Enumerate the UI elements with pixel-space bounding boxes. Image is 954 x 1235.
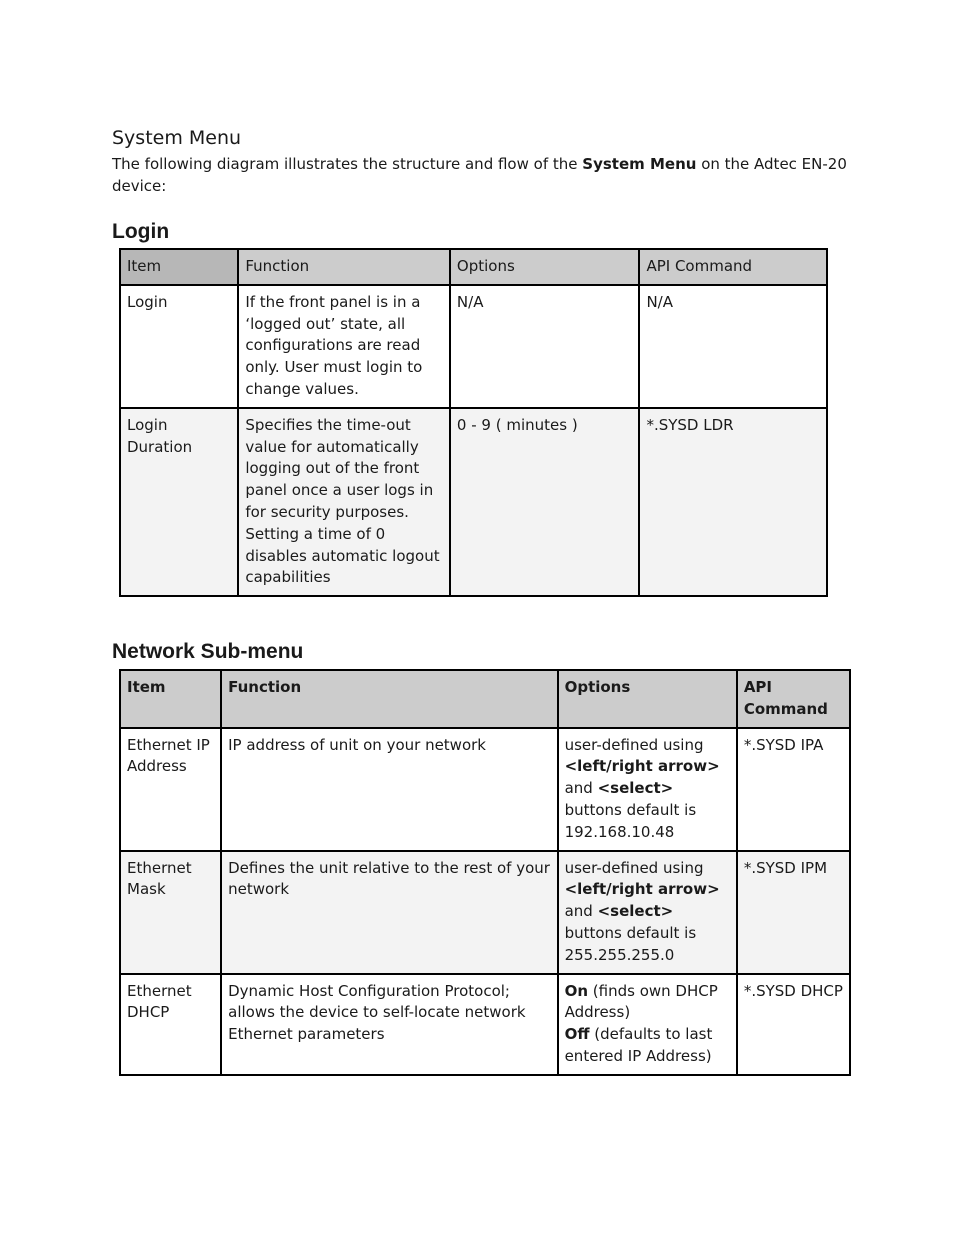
login-header-item: Item [120, 249, 238, 285]
section-title: System Menu [112, 127, 242, 149]
table-row [120, 408, 827, 596]
mask-item: Ethernet Mask [120, 851, 221, 974]
options-text: and [564, 902, 598, 921]
network-header-options: Options [558, 670, 737, 728]
login-header-api: API Command [639, 249, 827, 285]
network-table-header-row [120, 670, 850, 728]
login-row-api: N/A [639, 285, 827, 408]
dhcp-function: Dynamic Host Configuration Protocol; allows the device to self-locate network Ethernet parameters [221, 974, 557, 1075]
options-text: buttons default is 192.168.10.48 [564, 800, 697, 841]
off-keyword: Off [564, 1025, 590, 1044]
network-table [119, 669, 851, 1076]
table-row [120, 974, 850, 1075]
login-table [119, 248, 828, 597]
options-text: user-defined using [564, 735, 704, 754]
dhcp-api: *.SYSD DHCP [737, 974, 850, 1075]
mask-api: *.SYSD IPM [737, 851, 850, 974]
options-text: (finds own DHCP Address) [564, 981, 718, 1022]
select-keyword: <select> [597, 779, 674, 798]
intro-paragraph [112, 153, 847, 197]
arrow-keyword: <left/right arrow> [564, 880, 720, 899]
login-duration-item: Login Duration [120, 408, 238, 596]
options-text: user-defined using [564, 858, 704, 877]
intro-text-after: on the Adtec EN-20 device: [112, 155, 847, 195]
network-header-api: API Command [737, 670, 850, 728]
mask-options [558, 851, 737, 974]
network-header-item: Item [120, 670, 221, 728]
options-text: buttons default is 255.255.255.0 [564, 923, 697, 964]
table-row [120, 851, 850, 974]
intro-text-bold: System Menu [582, 155, 697, 173]
login-duration-function: Specifies the time-out value for automatically logging out of the front panel once a user logs in for security purposes. Setting a time of 0 disables automatic logout capabilities [238, 408, 450, 596]
login-row-item: Login [120, 285, 238, 408]
options-text: (defaults to last entered IP Address) [564, 1025, 713, 1065]
login-heading: Login [112, 220, 170, 243]
login-header-options: Options [450, 249, 640, 285]
options-text: and [564, 779, 598, 798]
ip-address-item: Ethernet IP Address [120, 728, 221, 851]
login-row-options: N/A [450, 285, 640, 408]
ip-address-api: *.SYSD IPA [737, 728, 850, 851]
login-table-header-row [120, 249, 827, 285]
login-row-function: If the front panel is in a ‘logged out’ state, all configurations are read only. User must login to change values. [238, 285, 450, 408]
login-duration-options: 0 - 9 ( minutes ) [450, 408, 640, 596]
mask-function: Defines the unit relative to the rest of your network [221, 851, 557, 974]
table-row [120, 728, 850, 851]
network-heading: Network Sub-menu [112, 640, 304, 663]
dhcp-item: Ethernet DHCP [120, 974, 221, 1075]
intro-text-before: The following diagram illustrates the structure and flow of the [112, 155, 583, 173]
select-keyword: <select> [597, 902, 674, 921]
table-row [120, 285, 827, 408]
ip-address-function: IP address of unit on your network [221, 728, 557, 851]
arrow-keyword: <left/right arrow> [564, 757, 720, 776]
ip-address-options [558, 728, 737, 851]
login-header-function: Function [238, 249, 450, 285]
network-header-function: Function [221, 670, 557, 728]
on-keyword: On [564, 981, 589, 1000]
dhcp-options [558, 974, 737, 1075]
login-duration-api: *.SYSD LDR [639, 408, 827, 596]
